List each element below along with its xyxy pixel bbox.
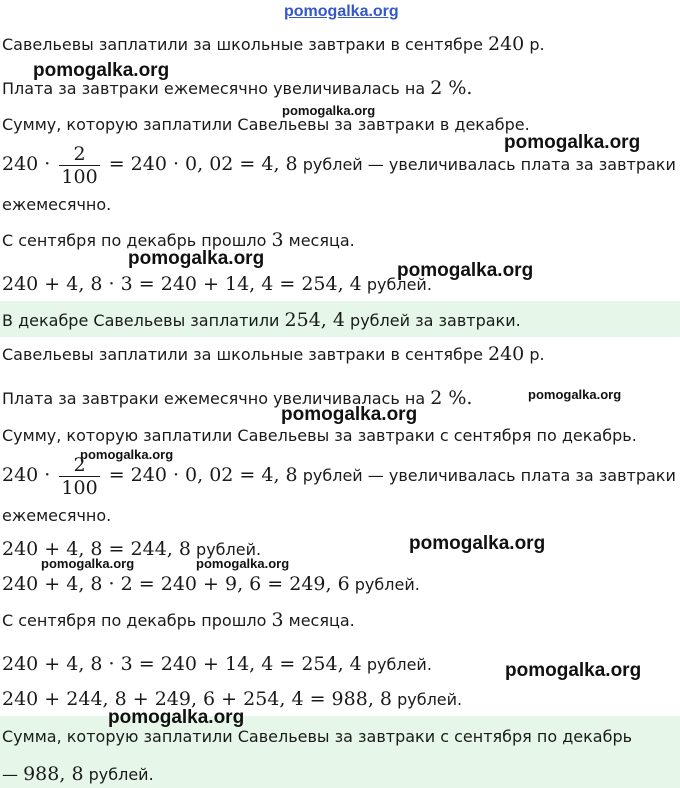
watermark: pomogalka.org	[41, 556, 135, 571]
fraction	[59, 143, 99, 188]
numerator: 2	[59, 143, 99, 166]
p1-line-monthly: ежемесячно.	[2, 195, 112, 214]
math: 3	[271, 609, 284, 631]
text: рублей — увеличивалась плата за завтраки	[297, 466, 676, 485]
math: 240 + 244, 8 + 249, 6 + 254, 4 = 988, 8	[2, 688, 392, 710]
text: Савельевы заплатили за школьные завтраки в сентябре	[2, 345, 488, 364]
watermark: pomogalka.org	[282, 103, 376, 118]
math: 2 %.	[430, 387, 473, 409]
p2-line-november-calc	[2, 574, 420, 595]
text: рублей — увеличивалась плата за завтраки	[297, 155, 676, 174]
text: рублей за завтраки.	[344, 311, 521, 330]
p2-answer-line-2	[2, 764, 154, 785]
p2-line-question: Сумму, которую заплатили Савельевы за завтраки с сентября по декабрь.	[2, 426, 637, 445]
text: Плата за завтраки ежемесячно увеличивалась на	[2, 79, 431, 98]
p1-line-september-payment	[2, 34, 545, 55]
p1-line-december-calc	[2, 274, 432, 295]
math: 240 ·	[2, 464, 57, 486]
text: Плата за завтраки ежемесячно увеличивалась на	[2, 389, 431, 408]
text: месяца.	[283, 611, 355, 630]
math: 240 + 4, 8 · 3 = 240 + 14, 4 = 254, 4	[2, 273, 362, 295]
math: 2 %.	[430, 77, 473, 99]
watermark: pomogalka.org	[80, 447, 174, 462]
watermark: pomogalka.org	[505, 660, 642, 681]
text: С сентября по декабрь прошло	[2, 231, 272, 250]
p2-line-monthly: ежемесячно.	[2, 506, 112, 525]
math: 988, 8	[23, 763, 84, 785]
math: = 240 · 0, 02 = 4, 8	[102, 464, 298, 486]
text: рублей.	[361, 275, 432, 294]
math: = 240 · 0, 02 = 4, 8	[102, 153, 298, 175]
text: рублей.	[83, 765, 154, 784]
denominator: 100	[61, 477, 98, 499]
watermark: pomogalka.org	[33, 60, 170, 81]
watermark: pomogalka.org	[528, 387, 622, 402]
math: 240 + 4, 8 · 2 = 240 + 9, 6 = 249, 6	[2, 573, 350, 595]
watermark: pomogalka.org	[504, 132, 641, 153]
text: р.	[524, 35, 545, 54]
watermark: pomogalka.org	[409, 533, 546, 554]
p1-line-question: Сумму, которую заплатили Савельевы за завтраки в декабре.	[2, 115, 530, 134]
text: месяца.	[283, 231, 355, 250]
text: рублей.	[392, 690, 463, 709]
text: —	[2, 765, 24, 784]
math: 240 ·	[2, 153, 57, 175]
math: 240	[488, 343, 525, 365]
numerator: 2	[59, 454, 99, 477]
watermark-top-link: pomogalka.org	[284, 3, 399, 20]
watermark: pomogalka.org	[281, 404, 418, 425]
math: 240 + 4, 8 · 3 = 240 + 14, 4 = 254, 4	[2, 653, 362, 675]
p2-line-months-passed	[2, 610, 355, 631]
p2-line-september-payment	[2, 344, 545, 365]
text: рублей.	[361, 655, 432, 674]
p2-line-december-calc	[2, 654, 432, 675]
watermark: pomogalka.org	[397, 260, 534, 281]
p1-answer	[2, 310, 521, 331]
math: 240	[488, 33, 525, 55]
text: рублей.	[190, 540, 262, 559]
math: 240 + 4, 8 = 244, 8	[2, 538, 191, 560]
watermark: pomogalka.org	[108, 707, 245, 728]
math: 3	[271, 229, 284, 251]
text: С сентября по декабрь прошло	[2, 611, 272, 630]
watermark: pomogalka.org	[128, 248, 265, 269]
watermark: pomogalka.org	[196, 556, 290, 571]
text: р.	[524, 345, 545, 364]
math: 254, 4	[284, 309, 345, 331]
p2-answer-line-1: Сумма, которую заплатили Савельевы за завтраки с сентября по декабрь	[2, 727, 633, 746]
denominator: 100	[61, 166, 98, 188]
text: Савельевы заплатили за школьные завтраки в сентябре	[2, 35, 488, 54]
text: В декабре Савельевы заплатили	[2, 311, 285, 330]
text: рублей.	[349, 575, 420, 594]
